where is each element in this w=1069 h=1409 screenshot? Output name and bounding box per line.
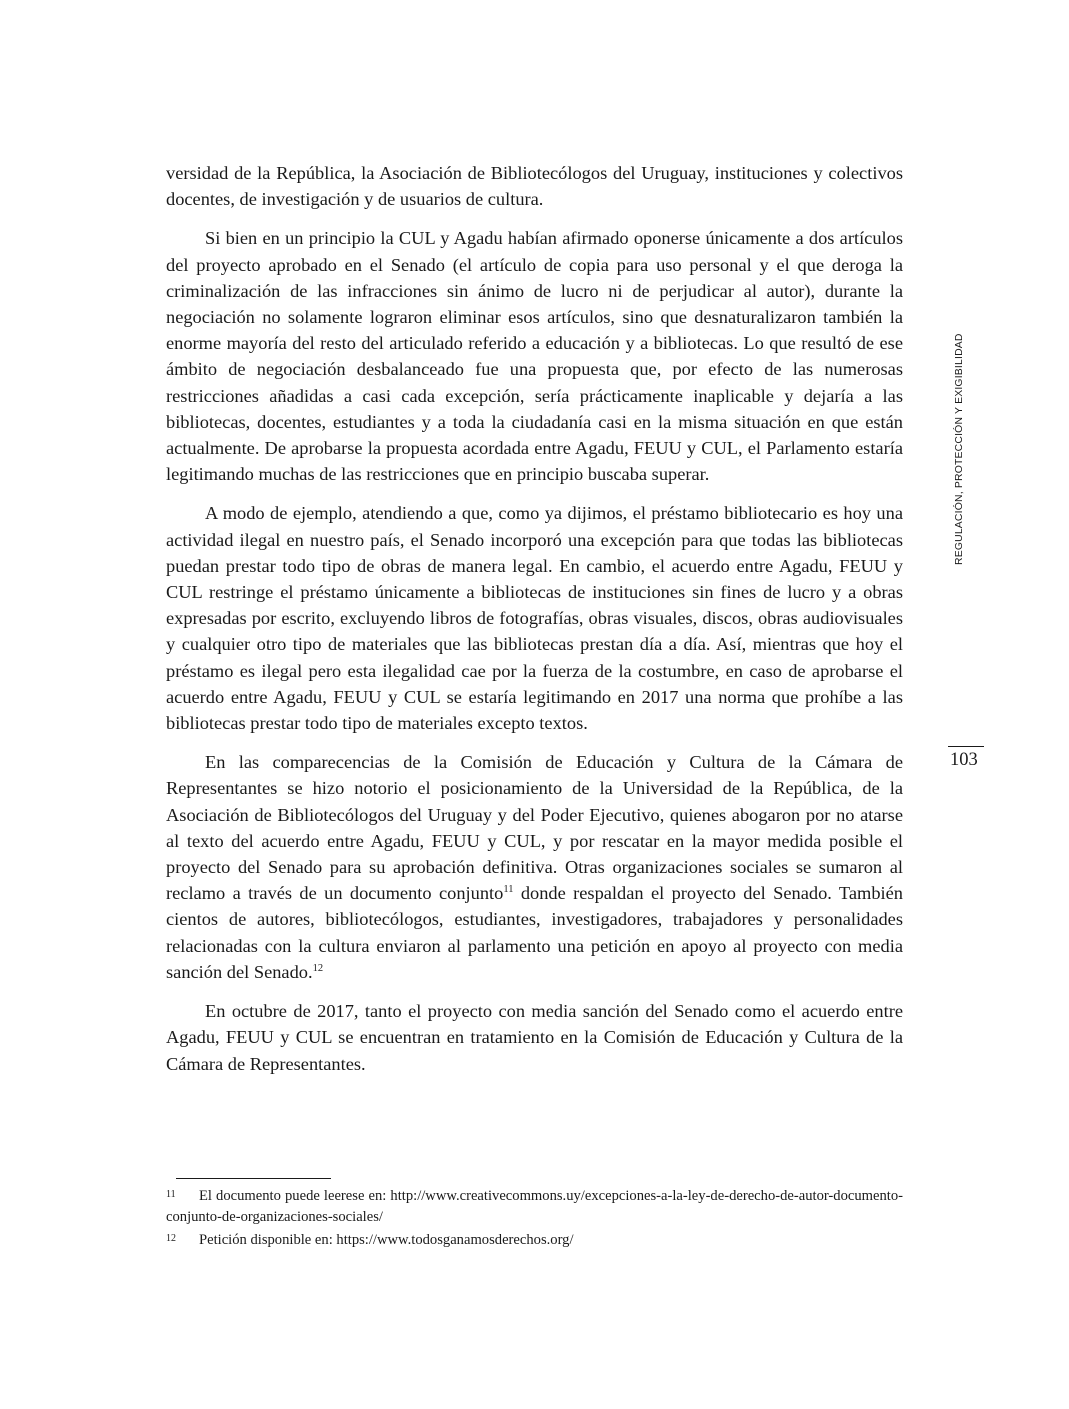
footnote-separator xyxy=(176,1178,331,1179)
footnote-text: El documento puede leerese en: http://www.creativecommons.uy/excepciones-a-la-ley-de-derecho-de-autor-documento-conjunto-de-organizaciones-sociales/ xyxy=(166,1188,903,1225)
paragraph-3: A modo de ejemplo, atendiendo a que, como ya dijimos, el préstamo bibliotecario es hoy una actividad ilegal en nuestro país, el Senado incorporó una excepción para que todas las bibliotecas puedan prestar todo tipo de obras de manera legal. En cambio, el acuerdo entre Agadu, FEUU y CUL restringe el préstamo únicamente a bibliotecas de instituciones sin fines de lucro y a obras expresadas por escrito, excluyendo libros de fotografías, obras visuales, discos, obras audiovisuales y cualquier otro tipo de materiales que las bibliotecas prestan día a día. Así, mientras que hoy el préstamo es ilegal pero esta ilegalidad cae por la fuerza de la costumbre, en caso de aprobarse el acuerdo entre Agadu, FEUU y CUL se estaría legitimando en 2017 una norma que prohíbe a las bibliotecas prestar todo tipo de materiales excepto textos. xyxy=(166,503,903,734)
page-number: 103 xyxy=(950,750,978,770)
body-text xyxy=(166,160,903,1090)
footnote-11 xyxy=(166,1184,903,1228)
footnote-number: 11 xyxy=(166,1189,176,1200)
footnotes xyxy=(166,1178,903,1251)
paragraph-2: Si bien en un principio la CUL y Agadu habían afirmado oponerse únicamente a dos artículos del proyecto aprobado en el Senado (el artículo de copia para uso personal y el que deroga la criminalización de las infracciones sin ánimo de lucro ni de perjudicar al autor), durante la negociación no solamente lograron eliminar esos artículos, sino que desnaturalizaron también la enorme mayoría del resto del articulado referido a educación y a bibliotecas. Lo que resultó de ese ámbito de negociación desbalanceado fue una propuesta que, por efecto de las numerosas restricciones añadidas a casi cada excepción, sería prácticamente inaplicable y dejaría a las bibliotecas, docentes, estudiantes y a toda la ciudadanía casi en la misma situación en que están actualmente. De aprobarse la propuesta acordada entre Agadu, FEUU y CUL, el Parlamento estaría legitimando muchas de las restricciones que en principio buscaba superar. xyxy=(166,228,903,485)
footnote-12 xyxy=(166,1228,903,1251)
paragraph-1: versidad de la República, la Asociación de Bibliotecólogos del Uruguay, instituciones y colectivos docentes, de investigación y de usuarios de cultura. xyxy=(166,163,903,210)
page-number-rule xyxy=(948,746,984,747)
footnote-text: Petición disponible en: https://www.todosganamosderechos.org/ xyxy=(199,1232,574,1248)
footnote-ref-12: 12 xyxy=(312,962,324,974)
footnote-ref-11: 11 xyxy=(503,884,514,896)
paragraph-4-text-a: En las comparecencias de la Comisión de Educación y Cultura de la Cámara de Representantes se hizo notorio el posicionamiento de la Universidad de la República, de la Asociación de Bibliotecólogos del Uruguay y del Poder Ejecutivo, quienes abogaron por no atarse al texto del acuerdo entre Agadu, FEUU y CUL, y por rescatar en la mayor medida posible el proyecto del Senado para su aprobación definitiva. Otras organizaciones sociales se sumaron al reclamo a través de un documento conjunto xyxy=(166,752,903,904)
running-head xyxy=(950,300,970,565)
paragraph-5: En octubre de 2017, tanto el proyecto con media sanción del Senado como el acuerdo entre Agadu, FEUU y CUL se encuentran en tratamiento en la Comisión de Educación y Cultura de la Cámara de Representantes. xyxy=(166,1001,903,1074)
paragraph-4 xyxy=(166,749,903,985)
paragraph-4-text-b: donde respaldan el proyecto del Senado. También cientos de autores, bibliotecólogos, estudiantes, investigadores, trabajadores y personalidades relacionadas con la cultura enviaron al parlamento una petición en apoyo al proyecto con media sanción del Senado. xyxy=(166,883,903,982)
running-head-text: REGULACIÓN, PROTECCIÓN Y EXIGIBILIDAD xyxy=(954,333,965,565)
footnote-number: 12 xyxy=(166,1233,176,1244)
